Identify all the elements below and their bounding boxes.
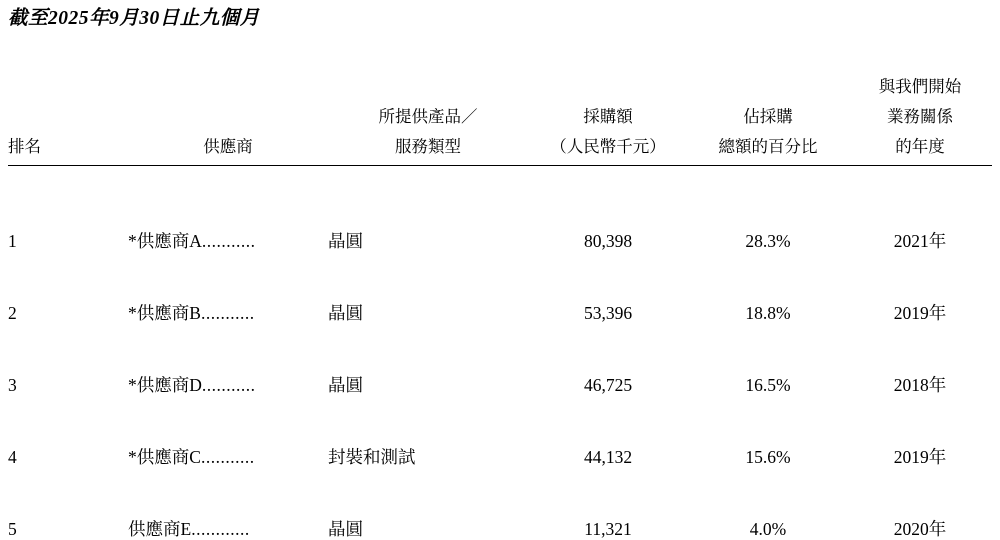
- cell-supplier: [128, 468, 328, 540]
- cell-product: 晶圓: [328, 324, 528, 396]
- column-header-supplier: [128, 72, 328, 166]
- cell-rank: 3: [8, 324, 128, 396]
- column-header-rank-line1: 排名: [8, 132, 128, 162]
- column-header-percent-line2: 總額的百分比: [688, 132, 848, 162]
- cell-rank: 2: [8, 252, 128, 324]
- table-row: [8, 252, 992, 324]
- cell-percent: 16.5%: [688, 324, 848, 396]
- column-header-product-line2: 服務類型: [328, 132, 528, 162]
- leader-dots: ...........: [202, 375, 256, 395]
- cell-percent: 28.3%: [688, 180, 848, 252]
- cell-year: 2020年: [848, 468, 992, 540]
- column-header-percent-line1: 佔採購: [688, 102, 848, 132]
- supplier-name: 供應商E: [128, 519, 191, 539]
- column-header-amount-line2: （人民幣千元）: [528, 132, 688, 162]
- column-header-year: [848, 72, 992, 166]
- cell-year: 2019年: [848, 396, 992, 468]
- column-header-year-line1: 與我們開始: [848, 72, 992, 102]
- cell-product: 晶圓: [328, 252, 528, 324]
- cell-percent: 4.0%: [688, 468, 848, 540]
- table-header: [8, 72, 992, 166]
- cell-product: 封裝和測試: [328, 396, 528, 468]
- table-spacer: [8, 166, 992, 181]
- column-header-percent: [688, 72, 848, 166]
- leader-dots: ...........: [201, 303, 255, 323]
- cell-supplier: [128, 396, 328, 468]
- cell-rank: 4: [8, 396, 128, 468]
- supplier-name: *供應商B: [128, 303, 201, 323]
- leader-dots: ...........: [201, 447, 255, 467]
- supplier-name: *供應商A: [128, 231, 202, 251]
- page-title: 截至2025年9月30日止九個月: [8, 2, 260, 30]
- supplier-name: *供應商C: [128, 447, 201, 467]
- cell-product: 晶圓: [328, 180, 528, 252]
- table-row: [8, 396, 992, 468]
- column-header-product: [328, 72, 528, 166]
- leader-dots: ...........: [202, 231, 256, 251]
- column-header-amount: [528, 72, 688, 166]
- supplier-name: *供應商D: [128, 375, 202, 395]
- leader-dots: ............: [191, 519, 250, 539]
- cell-supplier: [128, 180, 328, 252]
- cell-amount: 46,725: [528, 324, 688, 396]
- cell-amount: 44,132: [528, 396, 688, 468]
- table-body: [8, 166, 992, 540]
- cell-amount: 53,396: [528, 252, 688, 324]
- cell-rank: 1: [8, 180, 128, 252]
- cell-percent: 15.6%: [688, 396, 848, 468]
- column-header-rank: [8, 72, 128, 166]
- column-header-year-line3: 的年度: [848, 132, 992, 162]
- cell-percent: 18.8%: [688, 252, 848, 324]
- table-row: [8, 180, 992, 252]
- supplier-table: [8, 72, 992, 540]
- column-header-amount-line1: 採購額: [528, 102, 688, 132]
- cell-year: 2021年: [848, 180, 992, 252]
- cell-amount: 80,398: [528, 180, 688, 252]
- cell-supplier: [128, 252, 328, 324]
- column-header-year-line2: 業務關係: [848, 102, 992, 132]
- cell-year: 2018年: [848, 324, 992, 396]
- column-header-product-line1: 所提供產品／: [328, 102, 528, 132]
- table-row: [8, 324, 992, 396]
- table-row: [8, 468, 992, 540]
- cell-supplier: [128, 324, 328, 396]
- cell-product: 晶圓: [328, 468, 528, 540]
- cell-amount: 11,321: [528, 468, 688, 540]
- cell-year: 2019年: [848, 252, 992, 324]
- cell-rank: 5: [8, 468, 128, 540]
- column-header-supplier-line1: 供應商: [128, 132, 328, 162]
